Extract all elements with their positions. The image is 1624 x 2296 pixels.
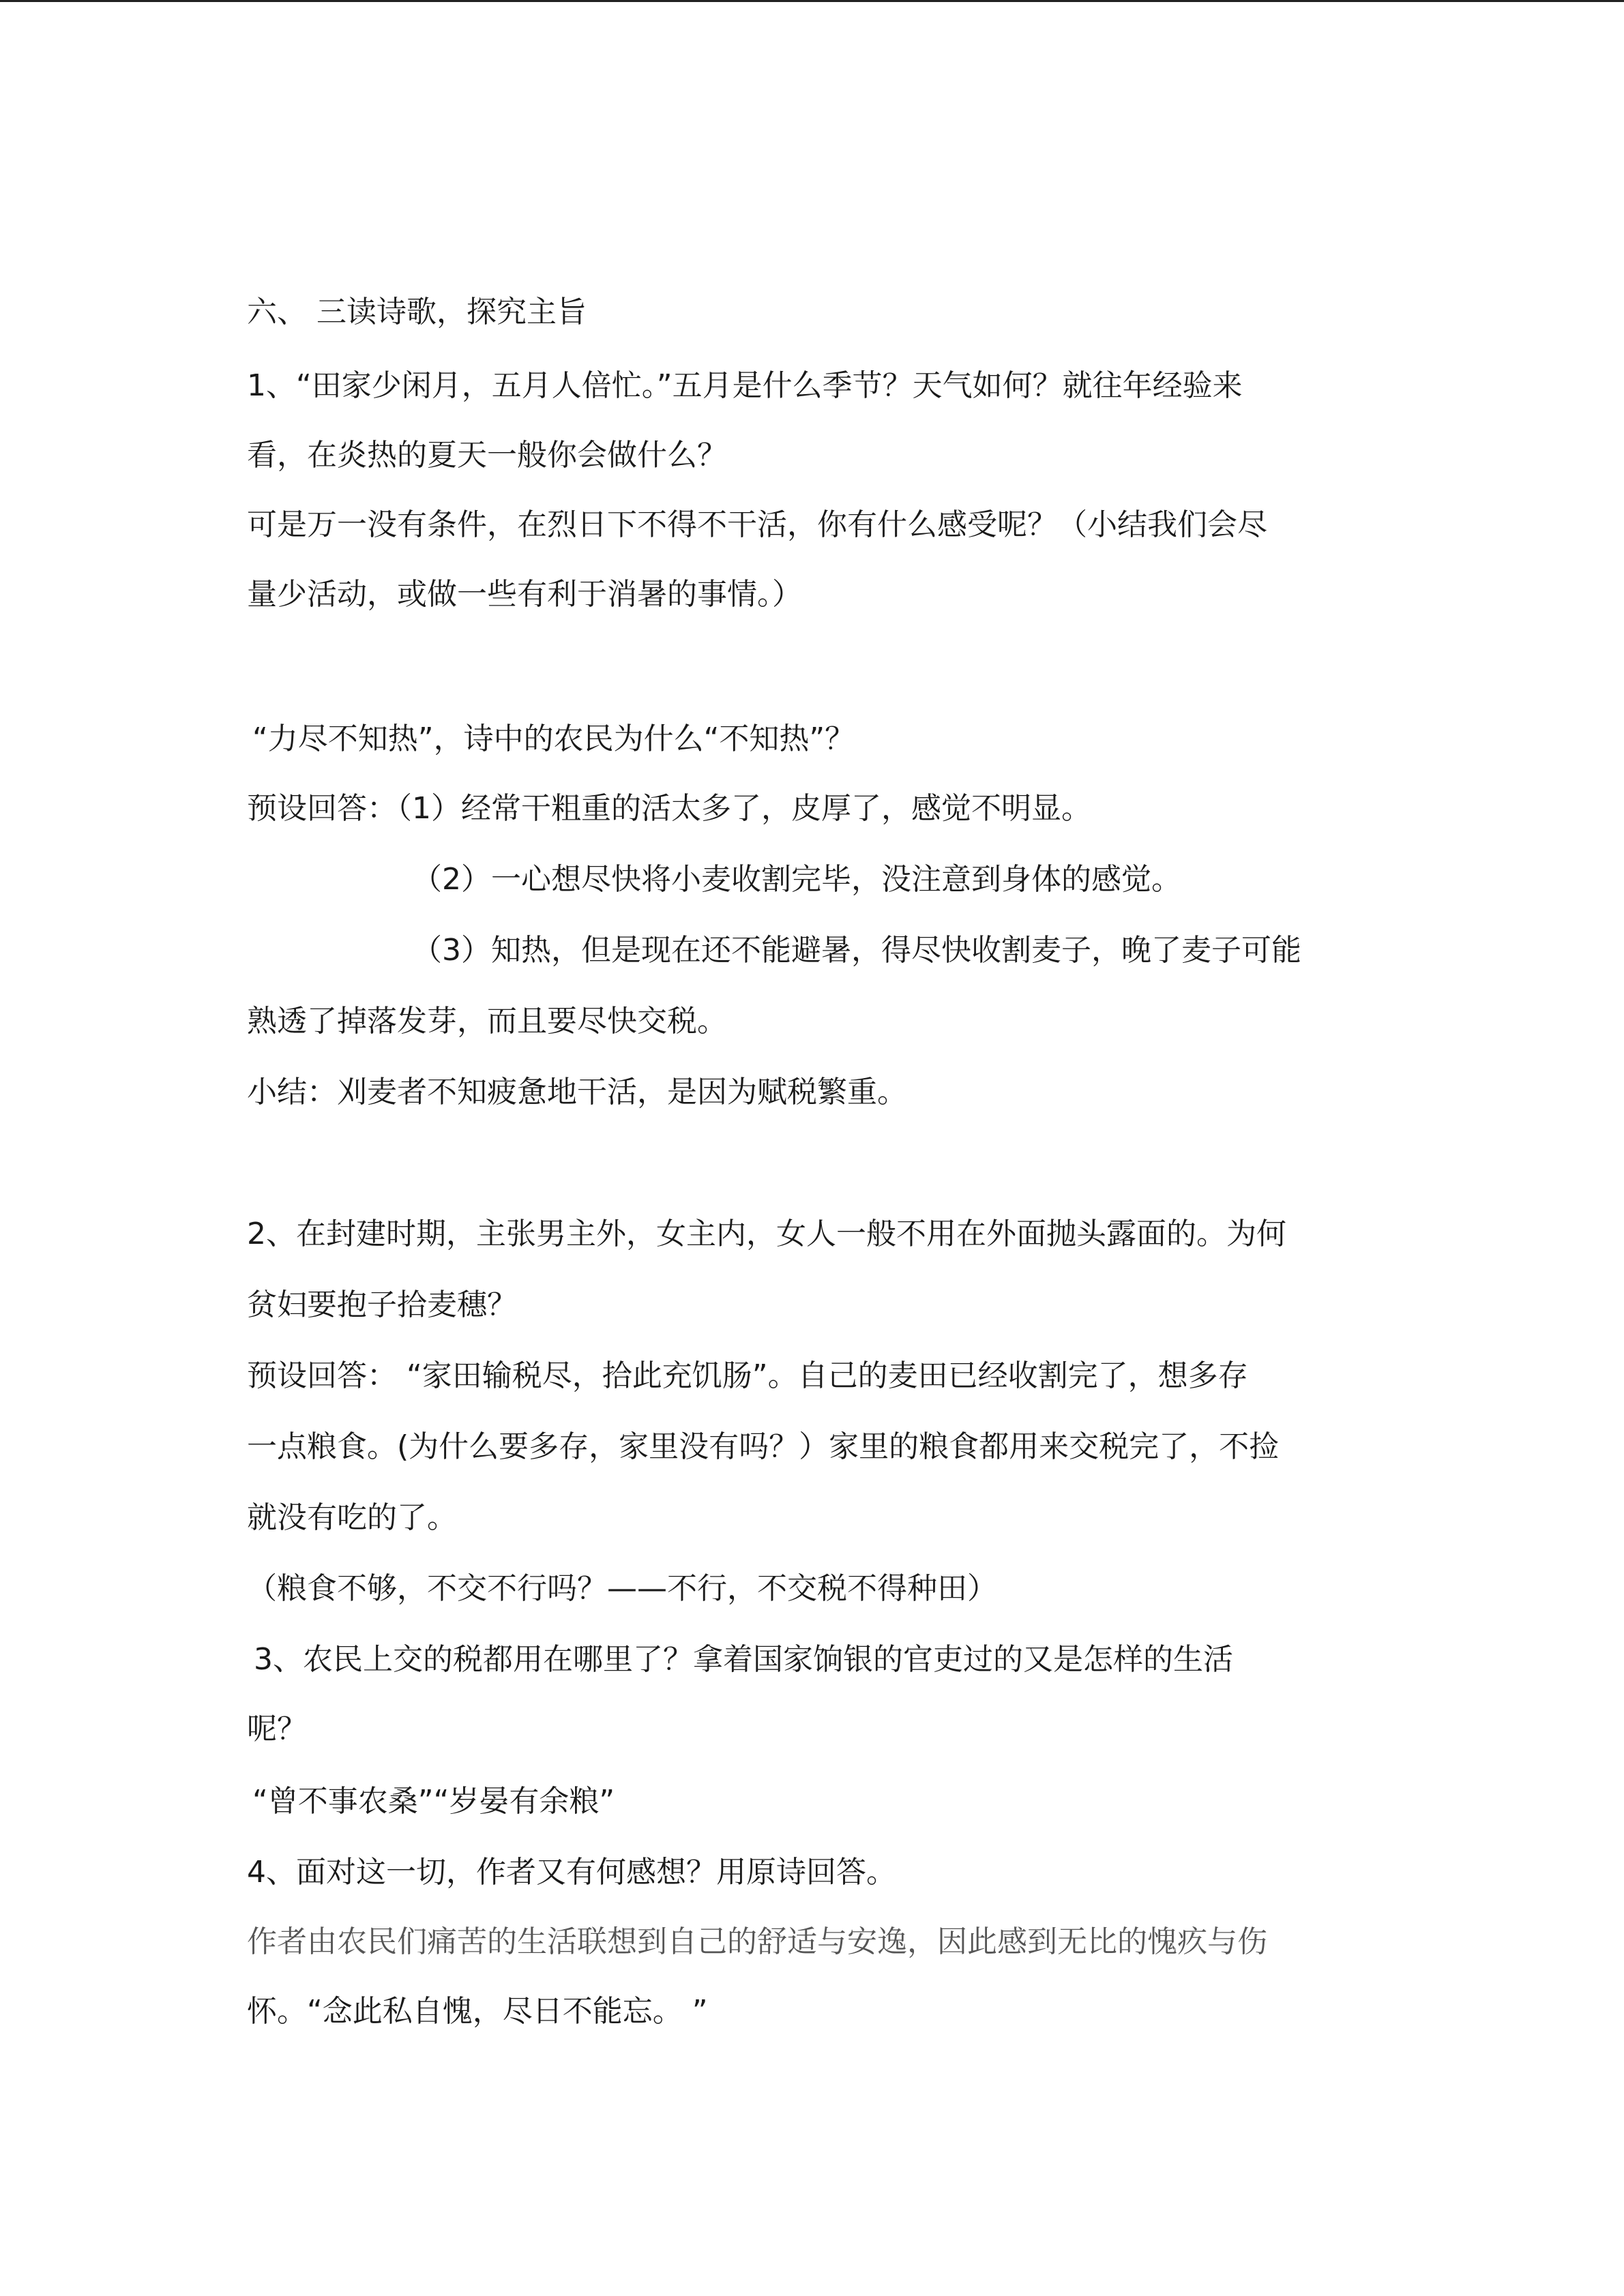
question-1-followup-line-1: 可是万一没有条件，在烈日下不得不干活，你有什么感受呢？（小结我们会尽 [247, 507, 1267, 542]
summary-1: 小结：刈麦者不知疲惫地干活，是因为赋税繁重。 [247, 1075, 907, 1109]
question-3-line-2: 呢？ [247, 1712, 307, 1746]
answer-4-line-1: 作者由农民们痛苦的生活联想到自己的舒适与安逸，因此感到无比的愧疚与伤 [247, 1924, 1267, 1959]
question-1-followup-line-2: 量少活动，或做一些有利于消暑的事情。） [247, 577, 802, 612]
answer-2-line-1: 预设回答： “家田输税尽，拾此充饥肠”。自己的麦田已经收割完了，想多存 [247, 1358, 1248, 1393]
answer-4-line-2: 怀。“念此私自愧，尽日不能忘。 ” [247, 1994, 708, 2029]
answer-2-note: （粮食不够，不交不行吗？——不行，不交税不得种田） [247, 1571, 997, 1606]
answer-2-line-3: 就没有吃的了。 [247, 1500, 457, 1535]
question-heat: “力尽不知热”，诗中的农民为什么“不知热”？ [252, 721, 855, 756]
section-heading: 六、 三读诗歌，探究主旨 [247, 295, 587, 329]
question-1-line-2: 看，在炎热的夏天一般你会做什么？ [247, 438, 727, 473]
preset-answer-2: （2）一心想尽快将小麦收割完毕，没注意到身体的感觉。 [412, 862, 1181, 897]
answer-3: “曾不事农桑”“岁晏有余粮” [252, 1784, 615, 1819]
preset-answer-3-line-2: 熟透了掉落发芽，而且要尽快交税。 [247, 1004, 727, 1039]
question-2-line-2: 贫妇要抱子拾麦穗？ [247, 1287, 517, 1322]
question-1-line-1: 1、“田家少闲月，五月人倍忙。”五月是什么季节？天气如何？就往年经验来 [247, 368, 1243, 403]
answer-2-line-2: 一点粮食。(为什么要多存，家里没有吗？）家里的粮食都用来交税完了，不捡 [247, 1429, 1280, 1464]
preset-answer-1: 预设回答：（1）经常干粗重的活太多了，皮厚了，感觉不明显。 [247, 791, 1091, 826]
question-2-line-1: 2、在封建时期，主张男主外，女主内，女人一般不用在外面抛头露面的。为何 [247, 1217, 1286, 1251]
question-4: 4、面对这一切，作者又有何感想？用原诗回答。 [247, 1855, 896, 1890]
question-3-line-1: 3、农民上交的税都用在哪里了？拿着国家饷银的官吏过的又是怎样的生活 [254, 1642, 1233, 1677]
preset-answer-3-line-1: （3）知热，但是现在还不能避暑，得尽快收割麦子，晚了麦子可能 [412, 933, 1301, 968]
